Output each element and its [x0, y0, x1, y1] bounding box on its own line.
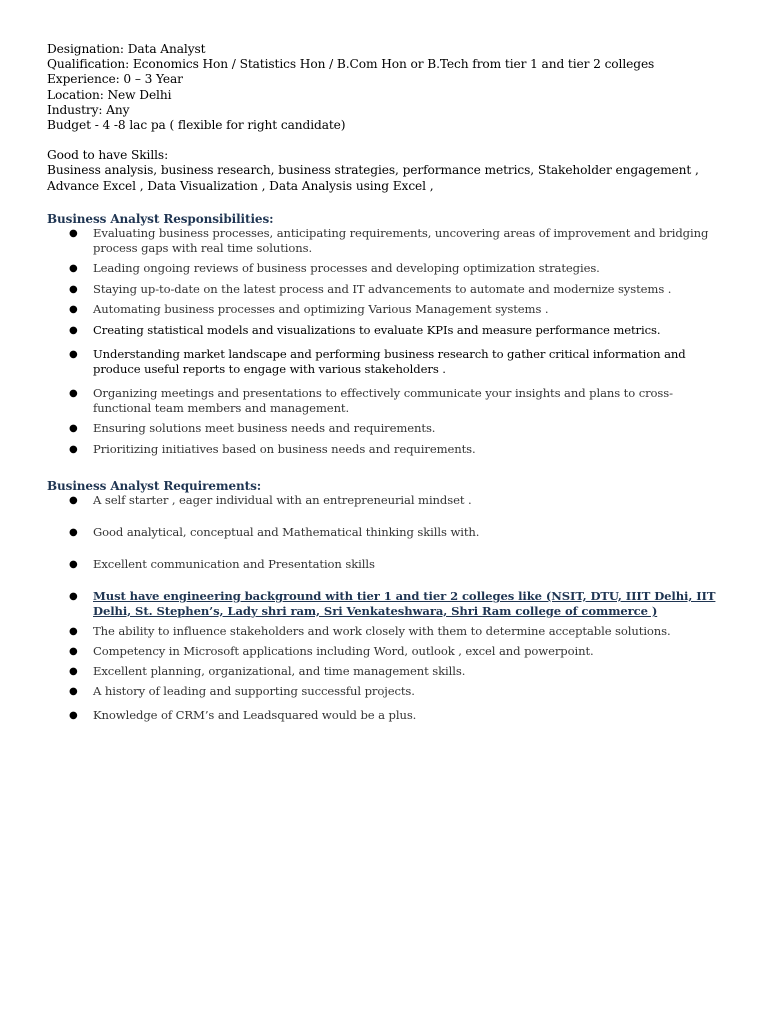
list-item: ● Excellent communication and Presentation skills [69, 556, 375, 571]
list-item: ● Ensuring solutions meet business needs and requirements. [69, 421, 436, 436]
bullet-icon: ● [69, 526, 78, 538]
bullet-icon: ● [69, 387, 78, 399]
bullet-icon: ● [69, 227, 78, 239]
bullet-icon: ● [69, 263, 78, 275]
list-item: ● Understanding market landscape and performing business research to gather critical information and produce useful reports to engage with various stakeholders . [69, 346, 686, 376]
list-item: ● Creating statistical models and visualizations to evaluate KPIs and measure performance metrics. [69, 322, 661, 337]
requirements-list [47, 493, 717, 723]
bullet-icon: ● [69, 625, 78, 637]
list-item: ● Prioritizing initiatives based on business needs and requirements. [69, 441, 476, 456]
experience-line: Experience: 0 – 3 Year [47, 72, 183, 87]
job-summary [47, 42, 717, 133]
list-item: ● Must have engineering background with tier 1 and tier 2 colleges like (NSIT, DTU, IIIT Delhi, IIT Delhi, St. Stephen’s, Lady shri ram, Sri Venkateshwara, Shri Ram college of commerce ) [69, 588, 716, 618]
bullet-icon: ● [69, 304, 78, 316]
designation-line: Designation: Data Analyst [47, 42, 206, 56]
list-item: ● A self starter , eager individual with an entrepreneurial mindset . [69, 492, 472, 507]
list-item: ● Organizing meetings and presentations to effectively communicate your insights and plans to cross-functional team members and management. [69, 385, 673, 415]
list-item: ● Excellent planning, organizational, and time management skills. [69, 663, 466, 678]
bullet-icon: ● [69, 283, 78, 295]
bullet-icon: ● [69, 558, 78, 570]
list-item: ● Staying up-to-date on the latest process and IT advancements to automate and modernize systems . [69, 281, 672, 296]
list-item: ● Automating business processes and optimizing Various Management systems . [69, 302, 549, 317]
list-item: ● Leading ongoing reviews of business processes and developing optimization strategies. [69, 261, 600, 276]
list-item: ● Knowledge of CRM’s and Leadsquared would be a plus. [69, 707, 417, 722]
qualification-line: Qualification: Economics Hon / Statistics Hon / B.Com Hon or B.Tech from tier 1 and tier 2 colleges [47, 57, 655, 72]
budget-line: Budget - 4 -8 lac pa ( flexible for right candidate) [47, 118, 346, 133]
skills-block [47, 148, 717, 194]
bullet-icon: ● [69, 494, 78, 506]
responsibilities-list [47, 226, 717, 457]
requirements-heading: Business Analyst Requirements: [47, 478, 262, 493]
list-item: ● The ability to influence stakeholders and work closely with them to determine acceptable solutions. [69, 623, 671, 638]
industry-line: Industry: Any [47, 102, 130, 117]
list-item: ● Competency in Microsoft applications including Word, outlook , excel and powerpoint. [69, 643, 594, 658]
bullet-icon: ● [69, 590, 78, 602]
bullet-icon: ● [69, 423, 78, 435]
list-item: ● Good analytical, conceptual and Mathematical thinking skills with. [69, 524, 480, 539]
bullet-icon: ● [69, 443, 78, 455]
bullet-icon: ● [69, 324, 78, 336]
bullet-icon: ● [69, 645, 78, 657]
list-item: ● Evaluating business processes, anticipating requirements, uncovering areas of improvement and bridging process gaps with real time solutions. [69, 225, 709, 255]
bullet-icon: ● [69, 348, 78, 360]
bullet-icon: ● [69, 665, 78, 677]
bullet-icon: ● [69, 709, 78, 721]
responsibilities-heading: Business Analyst Responsibilities: [47, 211, 274, 226]
bullet-icon: ● [69, 685, 78, 697]
document-page [47, 42, 717, 723]
skills-text: Business analysis, business research, business strategies, performance metrics, Stakeholder engagement , Advance Excel , Data Visualization , Data Analysis using Excel , [47, 163, 699, 193]
list-item: ● A history of leading and supporting successful projects. [69, 683, 415, 698]
skills-title: Good to have Skills: [47, 148, 169, 163]
location-line: Location: New Delhi [47, 87, 172, 102]
